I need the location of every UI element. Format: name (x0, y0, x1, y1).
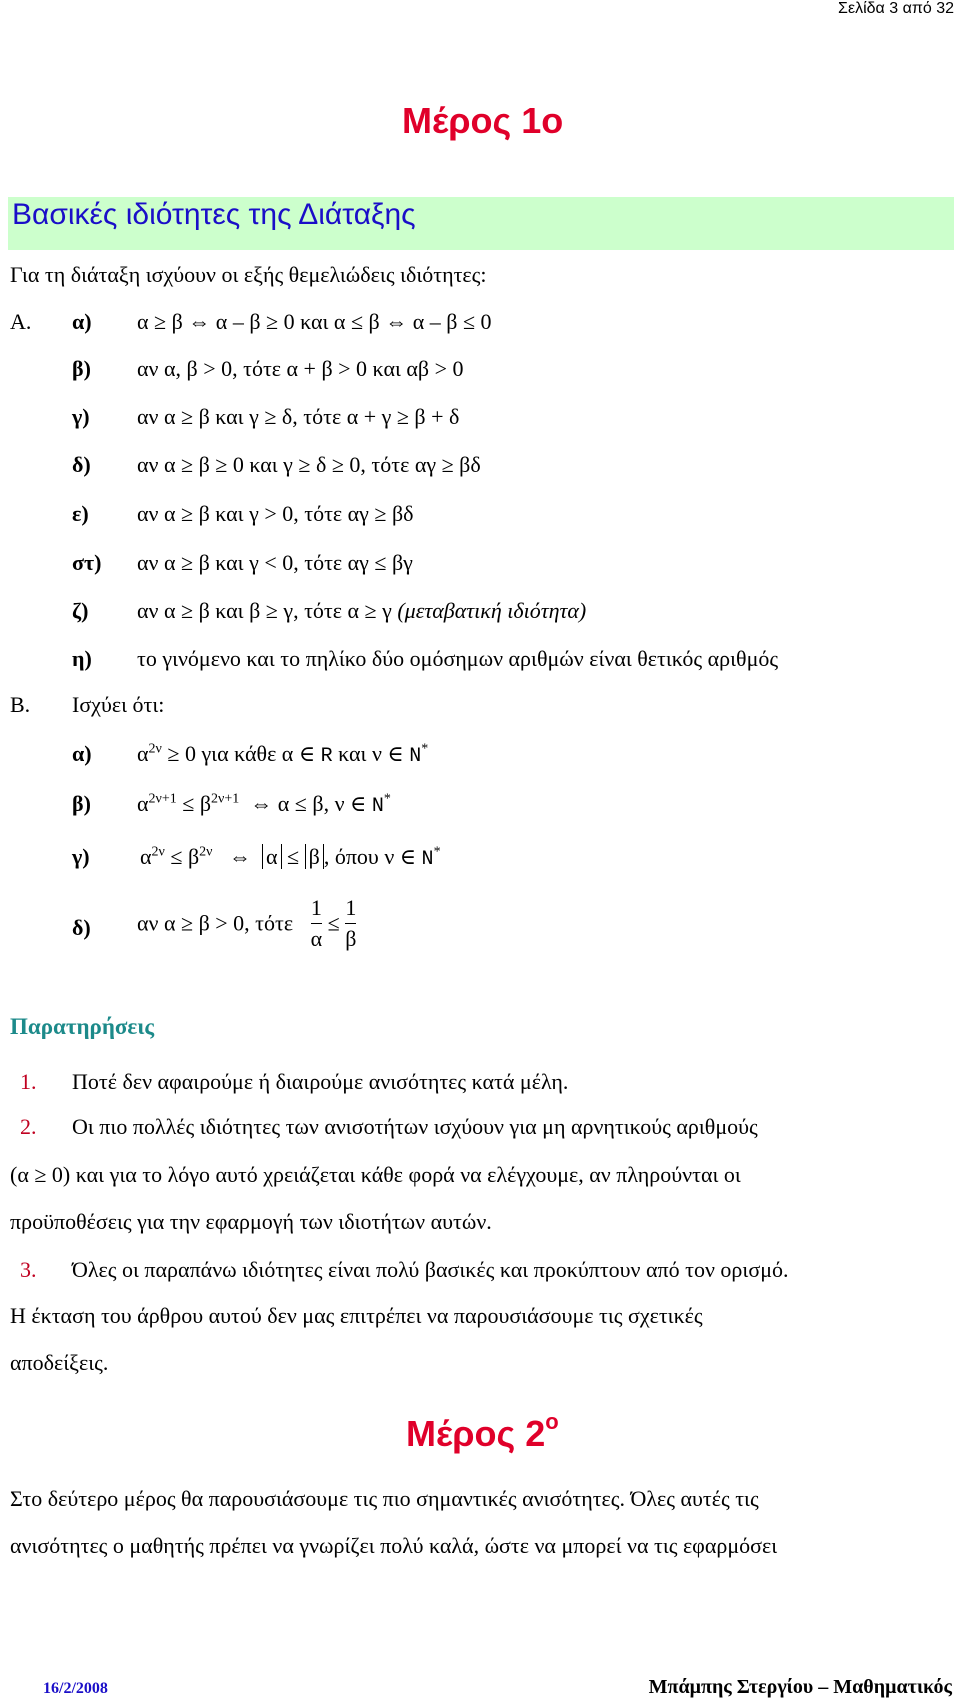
a-item-label: γ) (72, 404, 90, 429)
remark-text: Οι πιο πολλές ιδιότητες των ανισοτήτων ισχύουν για μη αρνητικούς αριθμούς (72, 1114, 758, 1139)
a-item-text: το γινόμενο και το πηλίκο δύο ομόσημων αριθμών είναι θετικός αριθμός (137, 646, 779, 671)
b-item-a-formula: $\alpha^{2\nu} \ge 0$ για κάθε α ∈ R και ν ∈ N* (137, 741, 429, 768)
intro-text: Για τη διάταξη ισχύουν οι εξής θεμελιώδεις ιδιότητες: (10, 262, 487, 287)
a-item-label: β) (72, 356, 91, 381)
footer-date: 16/2/2008 (43, 1680, 108, 1697)
b-item-label: β) (72, 791, 91, 816)
a-item-label: ζ) (72, 598, 89, 623)
a-item-text: αν α ≥ β και γ < 0, τότε αγ ≤ βγ (137, 550, 413, 575)
section-title: Βασικές ιδιότητες της Διάταξης (12, 198, 416, 231)
remark-text: Η έκταση του άρθρου αυτού δεν μας επιτρέπει να παρουσιάσουμε τις σχετικές (10, 1303, 703, 1328)
b-item-b-formula: $\alpha^{2\nu+1} \le \beta^{2\nu+1}$ ⇔ α ≤ β, ν ∈ N* (137, 791, 391, 818)
a-item-text: α ≥ β ⇔ α – β ≥ 0 και α ≤ β ⇔ α – β ≤ 0 (137, 309, 492, 334)
remark-number: 3. (20, 1257, 37, 1282)
b-item-label: γ) (72, 844, 90, 869)
a-item-text: αν α, β > 0, τότε α + β > 0 και αβ > 0 (137, 356, 464, 381)
group-a-label: Α. (10, 309, 32, 334)
part-2-title: Μέρος $2^o$ (406, 1409, 559, 1454)
b-item-d-formula: αν α ≥ β > 0, τότε $\frac{1}{\alpha} \le \frac{1}{\beta}$ (137, 895, 357, 951)
a-item-label: στ) (72, 550, 102, 575)
footer-author: Μπάμπης Στεργίου – Μαθηματικός (648, 1676, 952, 1698)
part-1-title: Μέρος 1ο (402, 100, 564, 141)
a-item-text (137, 598, 586, 624)
remark-text: Όλες οι παραπάνω ιδιότητες είναι πολύ βασικές και προκύπτουν από τον ορισμό. (72, 1257, 789, 1282)
remark-text: προϋποθέσεις για την εφαρμογή των ιδιοτήτων αυτών. (10, 1209, 492, 1234)
a-item-text: αν α ≥ β και γ ≥ δ, τότε α + γ ≥ β + δ (137, 404, 460, 429)
remark-text: (α ≥ 0) και για το λόγο αυτό χρειάζεται κάθε φορά να ελέγχουμε, αν πληρούνται οι (10, 1162, 741, 1187)
remark-number: 2. (20, 1114, 37, 1139)
group-b-title: Ισχύει ότι: (72, 692, 165, 717)
a-item-main: αν α ≥ β και β ≥ γ, τότε α ≥ γ (137, 598, 392, 623)
a-item-note: (μεταβατική ιδιότητα) (397, 598, 587, 623)
remark-text: αποδείξεις. (10, 1350, 109, 1375)
a-item-label: α) (72, 309, 92, 334)
b-item-c-formula: $\alpha^{2\nu} \le \beta^{2\nu}$ ⇔ α ≤ β , όπου ν ∈ N* (140, 844, 441, 871)
part-2-text: Στο δεύτερο μέρος θα παρουσιάσουμε τις πιο σημαντικές ανισότητες. Όλες αυτές τις (10, 1486, 759, 1511)
a-item-label: δ) (72, 452, 91, 477)
a-item-label: η) (72, 646, 92, 671)
remark-text: Ποτέ δεν αφαιρούμε ή διαιρούμε ανισότητες κατά μέλη. (72, 1069, 569, 1094)
a-item-text: αν α ≥ β και γ > 0, τότε αγ ≥ βδ (137, 501, 414, 526)
part-2-text: ανισότητες ο μαθητής πρέπει να γνωρίζει πολύ καλά, ώστε να μπορεί να τις εφαρμόσει (10, 1533, 778, 1558)
b-item-label: δ) (72, 915, 91, 940)
page-number: Σελίδα 3 από 32 (838, 0, 954, 17)
remarks-title: Παρατηρήσεις (10, 1014, 155, 1039)
remark-number: 1. (20, 1069, 37, 1094)
a-item-text: αν α ≥ β ≥ 0 και γ ≥ δ ≥ 0, τότε αγ ≥ βδ (137, 452, 481, 477)
b-item-label: α) (72, 741, 92, 766)
a-item-label: ε) (72, 501, 89, 526)
group-b-label: Β. (10, 692, 31, 717)
